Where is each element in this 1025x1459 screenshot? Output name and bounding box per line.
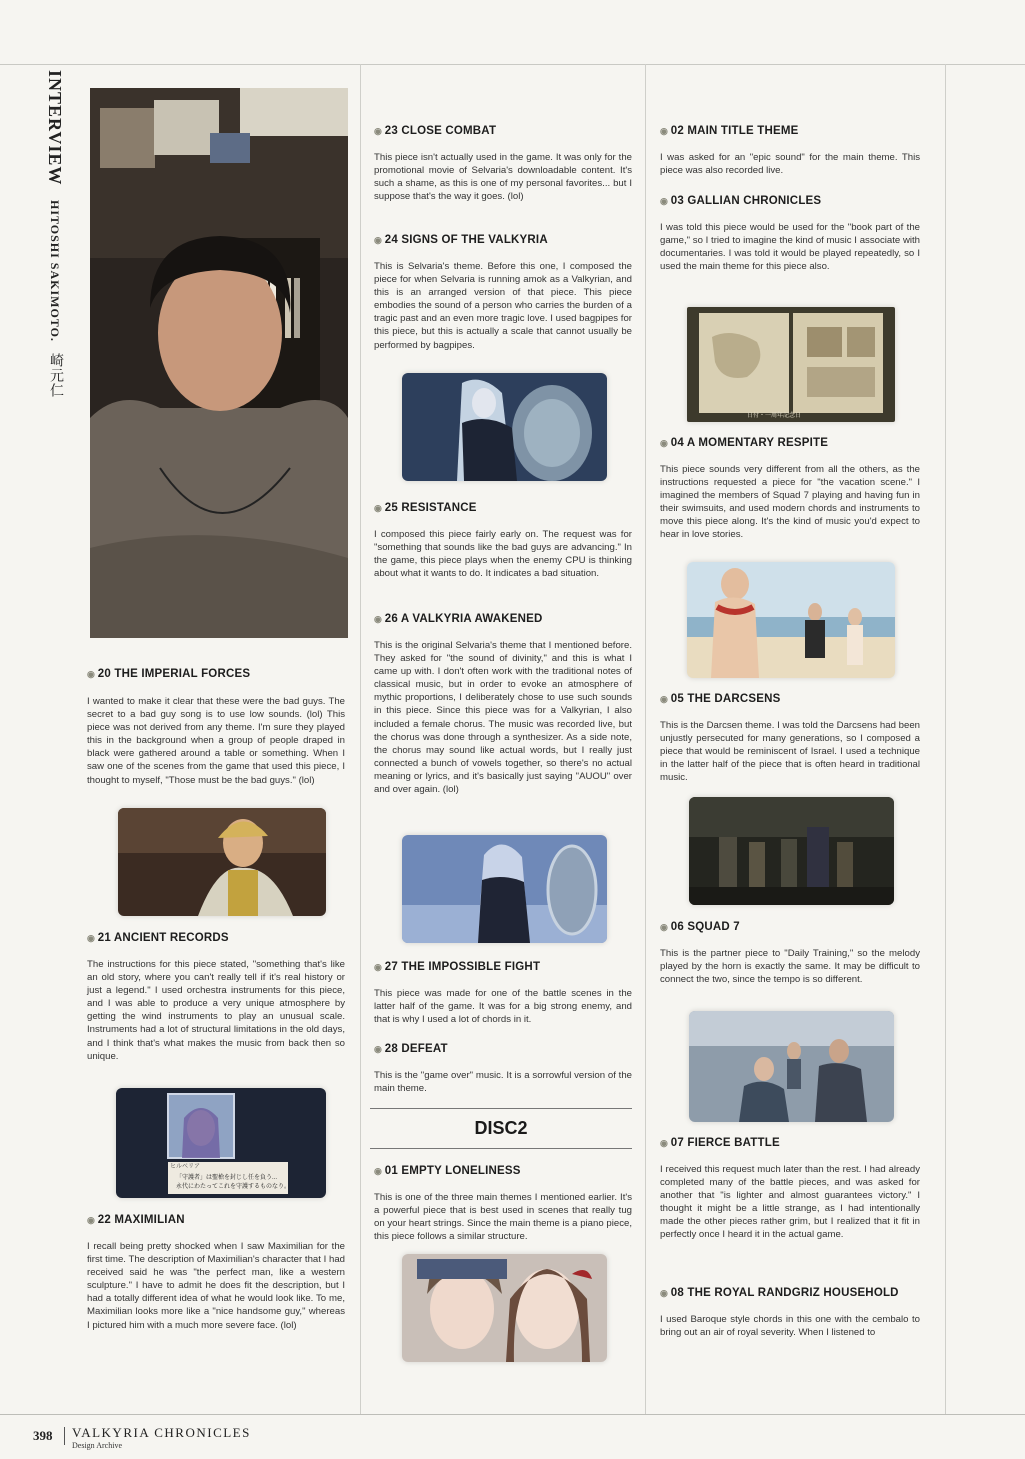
track-disc2-03 [660,195,920,273]
footer-divider [64,1427,65,1445]
track-title: ◉ 25 RESISTANCE [374,502,632,514]
screenshot-ancient-records [116,1088,326,1198]
track-title: ◉ 06 SQUAD 7 [660,921,920,933]
screenshot-momentary-respite [687,562,895,678]
dialog-line: 「守護者」は聖槍を封じし任を負う... [176,1175,278,1181]
disc-rule-bottom [370,1148,632,1149]
track-title: ◉ 23 CLOSE COMBAT [374,125,632,137]
track-description: This is one of the three main themes I mentioned earlier. It's a powerful piece that is best used in scenes that really tug on your heart strings. Since the main theme is a piano piece, this piece follows a similar structure. [374,1192,632,1243]
column-divider [645,64,646,1414]
track-description: This is the original Selvaria's theme that I mentioned before. They asked for "the sound of divinity," and this is what I came up with. I don't often work with the traditional notes of classical music, but in order to evoke an atmosphere of mythic proportions, I deliberately chose to use such sounds in this piece. Since this piece was for a Valkyrian, I also included a female chorus. The music was recorded live, but the chorus was done through a synthesizer. As a side note, the chorus may sound like actual words, but I really just connected a bunch of vowels together, so there's no actual meaning or lyrics, and it's basically just saying "AUOU" over and over again. (lol) [374,640,632,796]
track-22 [87,1214,345,1332]
screenshot-imperial-forces [118,808,326,916]
track-title: ◉ 07 FIERCE BATTLE [660,1137,920,1149]
track-title: ◉ 04 A MOMENTARY RESPITE [660,437,920,449]
track-description: I used Baroque style chords in this one with the cembalo to bring out an air of royal severity. When I listened to [660,1314,920,1339]
track-title: ◉ 24 SIGNS OF THE VALKYRIA [374,234,632,246]
interviewee-name: HITOSHI SAKIMOTO. [48,200,62,343]
track-title: ◉ 21 ANCIENT RECORDS [87,932,345,944]
track-title: ◉ 03 GALLIAN CHRONICLES [660,195,920,207]
track-title: ◉ 20 THE IMPERIAL FORCES [87,668,345,680]
right-margin-rule [945,64,946,1414]
track-description: This piece isn't actually used in the game. It was only for the promotional movie of Selvaria's downloadable content. It's such a shame, as this is one of my personal favorites... but I suppose that's the way it goes. (lol) [374,152,632,203]
track-disc2-08 [660,1287,920,1339]
track-description: I was told this piece would be used for the "book part of the game," so I tried to imagine the kind of music I associate with documentaries. I was told it would be played repeatedly, so I used the main theme for this piece also. [660,222,920,273]
dialog-line: 永代にわたってこれを守護するものなり。 [176,1184,291,1190]
track-disc2-06 [660,921,920,986]
track-21 [87,932,345,1063]
track-title: ◉ 27 THE IMPOSSIBLE FIGHT [374,961,632,973]
track-title: ◉ 28 DEFEAT [374,1043,632,1055]
screenshot-gallian-chronicles [687,307,895,422]
book-caption: 日付・一周年記念日 [747,413,802,419]
track-description: I wanted to make it clear that these were the bad guys. The secret to a bad guy song is to use low sounds. (lol) This piece was not derived from any theme. I'm sure they played this in the background when a group of people draped in black were gathered around a table or something. When I saw one of the scenes from the game that used this piece, I thought to myself, "Those must be the bad guys." (lol) [87,696,345,786]
track-disc2-02 [660,125,920,177]
column-divider [360,64,361,1414]
track-description: I recall being pretty shocked when I saw Maximilian for the first time. The description of Maximilian's character that I had received said he was "the perfect man, like a western sculpture." I have to admit he does fit the description, but I had a totally different idea of what he would look like. To me, Maximilian looks more like a "nice handsome guy," whereas I pictured him with a much more severe face. (lol) [87,1241,345,1331]
track-description: I composed this piece fairly early on. The request was for "something that sounds like the bad guys are advancing." In the game, this piece plays when the enemy CPU is thinking about what it wants to do. It indicates a bad situation. [374,529,632,580]
disc-heading: DISC2 [474,1118,528,1138]
track-disc2-05 [660,693,920,784]
track-title: ◉ 05 THE DARCSENS [660,693,920,705]
screenshot-darcsens [689,797,894,905]
top-rule [0,64,1025,65]
track-20 [87,668,345,787]
track-description: This is the "game over" music. It is a sorrowful version of the main theme. [374,1070,632,1095]
track-27 [374,961,632,1026]
portrait-photo [90,88,348,638]
page-number: 398 [33,1428,53,1443]
track-description: This is the partner piece to "Daily Training," so the melody played by the horn is exactly the same. It may be difficult to connect the two, since the tempo is so different. [660,948,920,986]
interview-label: INTERVIEW [45,70,65,186]
track-description: I was asked for an "epic sound" for the main theme. This piece was also recorded live. [660,152,920,177]
screenshot-empty-loneliness [402,1254,607,1362]
book-title: VALKYRIA CHRONICLES [72,1425,251,1440]
disc-rule-top [370,1108,632,1109]
track-title: ◉ 01 EMPTY LONELINESS [374,1165,632,1177]
track-disc2-07 [660,1137,920,1242]
track-description: This is the Darcsen theme. I was told the Darcsens had been unjustly persecuted for many generations, so I composed a piece that would be reminiscent of Israel. I used a technique in the latter half of the piece that is often heard in traditional music. [660,720,920,784]
track-28 [374,1043,632,1095]
track-title: ◉ 22 MAXIMILIAN [87,1214,345,1226]
track-description: This piece was made for one of the battle scenes in the latter half of the game. It was for a big strong enemy, and that is why I used a lot of chords in it. [374,988,632,1026]
track-26 [374,613,632,796]
track-25 [374,502,632,580]
book-subtitle: Design Archive [72,1441,122,1450]
track-title: ◉ 26 A VALKYRIA AWAKENED [374,613,632,625]
track-23 [374,125,632,203]
screenshot-squad-7 [689,1011,894,1122]
track-description: I received this request much later than the rest. I had already completed many of the battle pieces, and was asked for another that "is lighter and almost guarantees victory." I thought it might be a little strange, as I had intentionally made the other pieces rather grim, but I realized that it fit in perfectly once I heard it in the actual game. [660,1164,920,1241]
track-disc2-01 [374,1165,632,1243]
track-description: The instructions for this piece stated, "something that's like an old story, where you can't really tell if it's real history or just a legend." I used orchestra instruments for this piece, and I was able to produce a very unique atmosphere by getting the wind instruments to play an unusual scale. Instruments had a lot of structural limitations in the old days, and I think that's what makes the music from back then so unique. [87,959,345,1062]
track-title: ◉ 08 THE ROYAL RANDGRIZ HOUSEHOLD [660,1287,920,1299]
track-disc2-04 [660,437,920,542]
screenshot-valkyria-awakened [402,835,607,943]
track-description: This is Selvaria's theme. Before this one, I composed the piece for when Selvaria is running amok as a Valkyrian, and this is an arranged version of that piece. This piece embodies the sound of a person who carries the burden of a tragic past and an even more tragic love. I used bagpipes for this piece, but this is actually a scale that cannot usually be performed by bagpipes. [374,261,632,351]
footer-rule [0,1414,1025,1415]
track-24 [374,234,632,352]
interviewee-name-jp: 崎元仁 [48,353,63,399]
track-description: This piece sounds very different from all the others, as the instructions requested a piece for "the vacation scene." I imagined the members of Squad 7 playing and having fun in their swimsuits, and used modern chords and instruments to move this piece along. It's the kind of music you'd expect to hear in love stories. [660,464,920,541]
dialog-speaker: ヒルベリア [170,1164,201,1170]
screenshot-selvaria [402,373,607,481]
track-title: ◉ 02 MAIN TITLE THEME [660,125,920,137]
side-label [44,70,66,398]
